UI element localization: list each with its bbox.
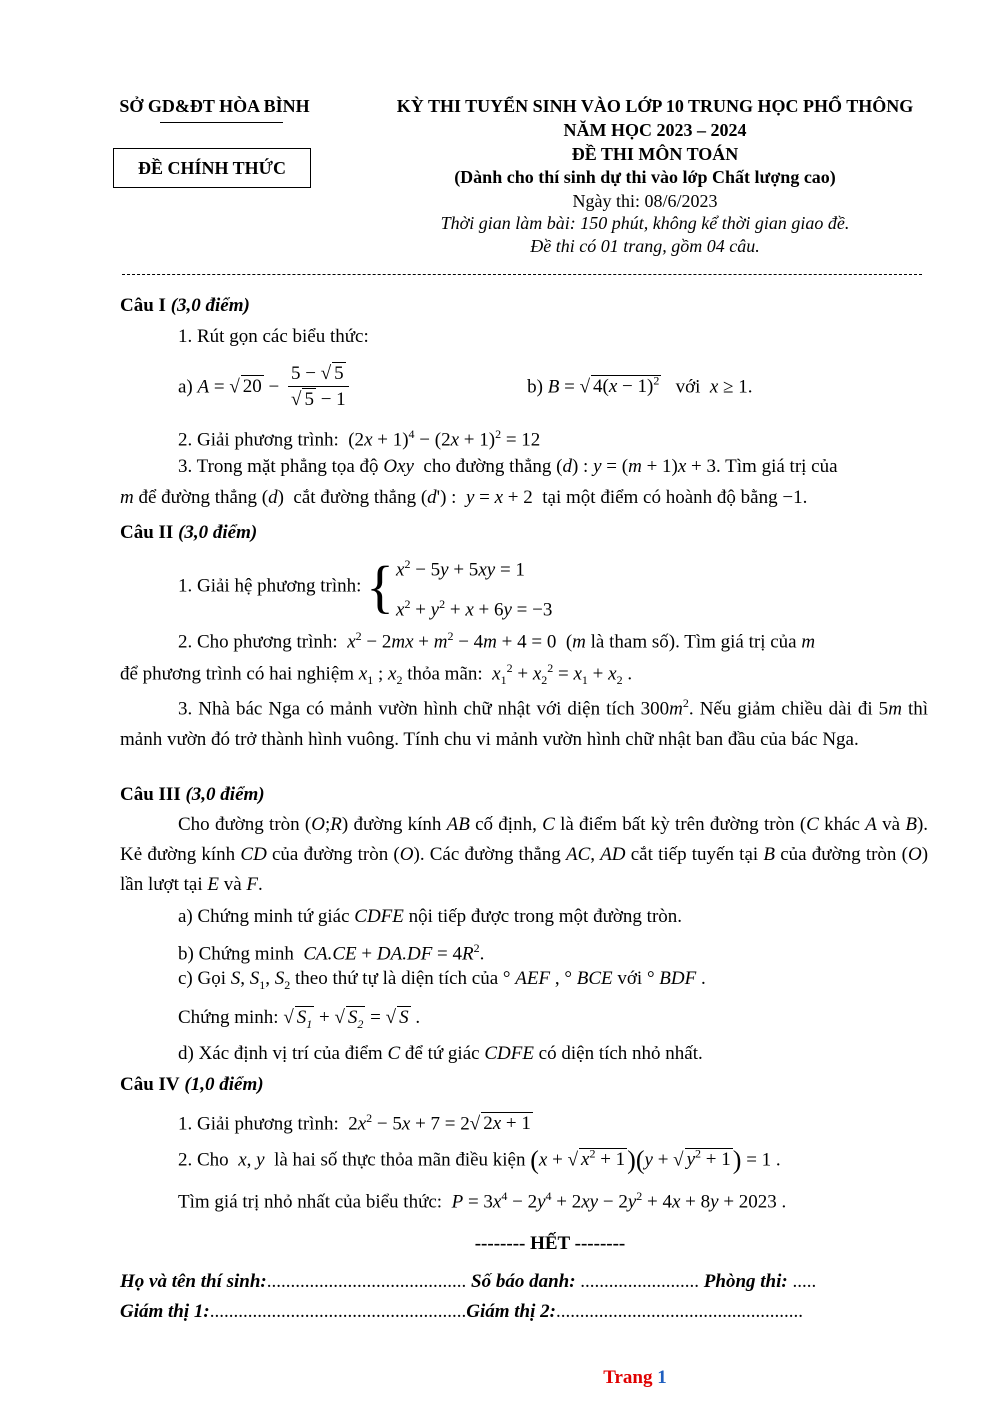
q4-part1: 1. Giải phương trình: $2x^2 - 5x + 7 = 2√$ 2x + 1 bbox=[178, 1111, 531, 1135]
q3-part-b: b) Chứng minh $CA.CE + DA.DF = 4R^2$. bbox=[178, 941, 485, 965]
footer-row2: Giám thị 1:......................................................Giám thị 2:.................................................... bbox=[120, 1301, 803, 1322]
q2-part1: 1. Giải hệ phương trình: { $x^2 - 5y + 5xy = 1$ $x^2 + y^2 + x + 6y = -3$ bbox=[178, 554, 553, 621]
q3-part-c-prove: Chứng minh: √ $S_1$ + √ $S_2$ = √ S . bbox=[178, 1007, 421, 1031]
q2-part2-line2: để phương trình có hai nghiệm $x_1$ ; $x_2$ thỏa mãn: $x_1^2 + x_2^2 = x_1 + x_2$ . bbox=[120, 661, 633, 688]
department: SỞ GD&ĐT HÒA BÌNH bbox=[119, 96, 310, 116]
q4-part2-find: Tìm giá trị nhỏ nhất của biểu thức: $P = 3x^4 - 2y^4 + 2xy - 2y^2 + 4x + 8y + 2023$ . bbox=[178, 1189, 787, 1213]
q3-part-a: a) Chứng minh tứ giác CDFE nội tiếp được trong một đường tròn. bbox=[178, 906, 683, 927]
q3-heading: Câu III (3,0 điểm) bbox=[120, 784, 265, 805]
q2-part3: 3. Nhà bác Nga có mảnh vườn hình chữ nhật với diện tích $300m^2$. Nếu giảm chiều dài đi 5m thì mảnh vườn đó trở thành hình vuông. Tính chu vi mảnh vườn hình chữ nhật ban đầu của bác Nga. bbox=[120, 696, 929, 751]
school-year: NĂM HỌC 2023 – 2024 bbox=[563, 120, 747, 140]
divider bbox=[122, 274, 922, 275]
q1-heading: Câu I (3,0 điểm) bbox=[120, 295, 250, 316]
q1-part1: 1. Rút gọn các biểu thức: bbox=[178, 326, 369, 347]
q1-part2: 2. Giải phương trình: $(2x + 1)^4 - (2x + 1)^2 = 12$ bbox=[178, 427, 541, 451]
q3-intro: Cho đường tròn (O;R) đường kính AB cố định, C là điểm bất kỳ trên đường tròn (C khác A và B). Kẻ đường kính CD của đường tròn (O). Các đường thẳng AC, AD cắt tiếp tuyến tại B của đường tròn (O) lần lượt tại E và F. bbox=[120, 814, 929, 895]
q3-part-d: d) Xác định vị trí của điểm C để tứ giác CDFE có diện tích nhỏ nhất. bbox=[178, 1043, 703, 1064]
q4-part2: 2. Cho x, y là hai số thực thỏa mãn điều kiện (x + √ $x^2 + 1)(y$ + √ $y^2 + 1) = 1$ . bbox=[178, 1145, 781, 1175]
page-number: Trang 1 bbox=[603, 1367, 667, 1388]
q4-heading: Câu IV (1,0 điểm) bbox=[120, 1074, 264, 1095]
duration: Thời gian làm bài: 150 phút, không kể thời gian giao đề. bbox=[440, 213, 850, 233]
q1-part1-ab: a) A = √ 20 − $\frac{5 - √ 5}{√ 5 - 1}$ b) B = √ $4(x - 1)^2$ với x ≥ 1. bbox=[178, 363, 753, 411]
exam-title: KỲ THI TUYỂN SINH VÀO LỚP 10 TRUNG HỌC PHỔ THÔNG bbox=[396, 96, 914, 116]
q1-part3-line2: m để đường thẳng (d) cắt đường thẳng (d') : y = x + 2 tại một điểm có hoành độ bằng −1. bbox=[120, 487, 808, 508]
q3-part-c: c) Gọi S, $S_1$, $S_2$ theo thứ tự là diện tích của ° AEF , ° BCE với ° BDF . bbox=[178, 968, 706, 992]
q2-heading: Câu II (3,0 điểm) bbox=[120, 522, 258, 543]
subject: ĐỀ THI MÔN TOÁN bbox=[571, 144, 739, 164]
department-underline bbox=[160, 122, 283, 123]
footer-row1: Họ và tên thí sinh:.......................................... Số báo danh: ......................... Phòng thi: ..... bbox=[120, 1271, 817, 1292]
q2-part2-line1: 2. Cho phương trình: $x^2 - 2mx + m^2 - 4m + 4 = 0$ (m là tham số). Tìm giá trị của m bbox=[178, 629, 816, 653]
exam-date: Ngày thi: 08/6/2023 bbox=[572, 191, 718, 211]
page-count: Đề thi có 01 trang, gồm 04 câu. bbox=[530, 236, 760, 256]
q1-part3-line1: 3. Trong mặt phẳng tọa độ Oxy cho đường thẳng (d) : y = (m + 1)x + 3. Tìm giá trị của bbox=[178, 456, 838, 477]
end-mark: -------- HẾT -------- bbox=[474, 1233, 626, 1254]
official-label: ĐỀ CHÍNH THỨC bbox=[113, 148, 311, 188]
target: (Dành cho thí sinh dự thi vào lớp Chất lượng cao) bbox=[454, 167, 836, 187]
